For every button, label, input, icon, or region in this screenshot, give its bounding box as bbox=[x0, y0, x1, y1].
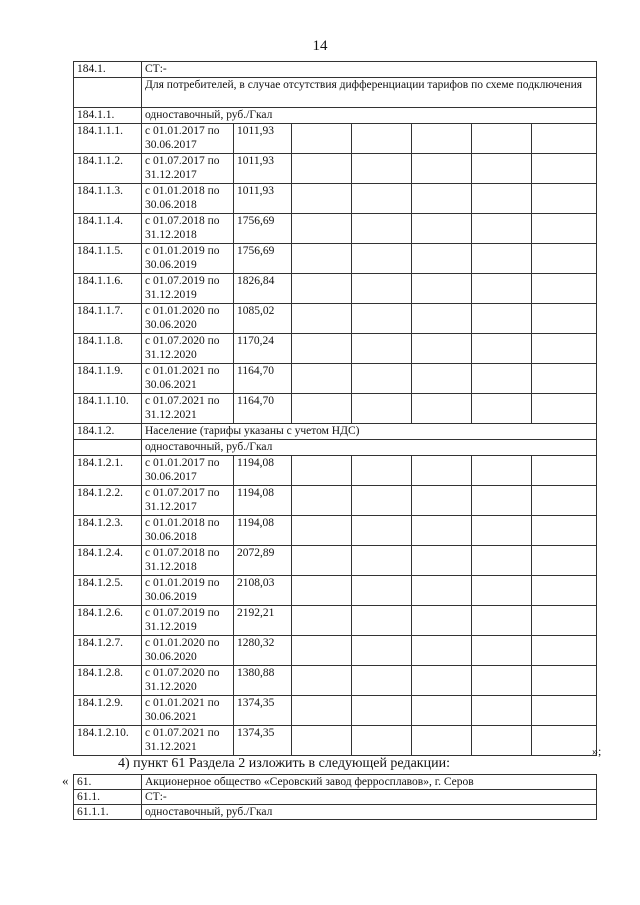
empty-cell bbox=[472, 304, 532, 334]
empty-cell bbox=[532, 214, 597, 244]
empty-cell bbox=[532, 154, 597, 184]
closing-quote: »; bbox=[592, 744, 602, 758]
tariff-row bbox=[74, 334, 597, 364]
tariff-row bbox=[74, 154, 597, 184]
empty-cell bbox=[292, 546, 352, 576]
section-61-row bbox=[74, 775, 597, 790]
row-id: 184.1.1.5. bbox=[74, 244, 142, 274]
empty-cell bbox=[292, 184, 352, 214]
empty-cell bbox=[532, 486, 597, 516]
empty-cell bbox=[532, 184, 597, 214]
row-value: 2108,03 bbox=[234, 576, 292, 606]
empty-cell bbox=[532, 334, 597, 364]
row-text: Акционерное общество «Серовский завод ферросплавов», г. Серов bbox=[142, 775, 597, 790]
row-period: с 01.07.2018 по 31.12.2018 bbox=[142, 214, 234, 244]
row-id: 184.1.1.2. bbox=[74, 154, 142, 184]
row-value: 1011,93 bbox=[234, 124, 292, 154]
empty-cell bbox=[352, 696, 412, 726]
row-id: 61.1. bbox=[74, 790, 142, 805]
tariff-row bbox=[74, 666, 597, 696]
row-value: 1280,32 bbox=[234, 636, 292, 666]
empty-cell bbox=[472, 456, 532, 486]
empty-cell bbox=[352, 394, 412, 424]
row-label: одноставочный, руб./Гкал bbox=[142, 440, 597, 456]
empty-cell bbox=[532, 666, 597, 696]
row-id: 184.1.1.9. bbox=[74, 364, 142, 394]
row-value: 1380,88 bbox=[234, 666, 292, 696]
empty-cell bbox=[412, 394, 472, 424]
tariff-row bbox=[74, 214, 597, 244]
empty-cell bbox=[352, 516, 412, 546]
empty-cell bbox=[412, 214, 472, 244]
tariff-row bbox=[74, 696, 597, 726]
row-id: 184.1.2.4. bbox=[74, 546, 142, 576]
empty-cell bbox=[532, 394, 597, 424]
row-period: с 01.01.2018 по 30.06.2018 bbox=[142, 184, 234, 214]
empty-cell bbox=[532, 696, 597, 726]
empty-cell bbox=[412, 666, 472, 696]
empty-cell bbox=[532, 364, 597, 394]
empty-cell bbox=[472, 546, 532, 576]
empty-cell bbox=[292, 606, 352, 636]
row-id: 184.1.1.4. bbox=[74, 214, 142, 244]
section-61-row bbox=[74, 790, 597, 805]
row-id: 184.1.2. bbox=[74, 424, 142, 440]
row-value: 1164,70 bbox=[234, 364, 292, 394]
empty-cell bbox=[472, 394, 532, 424]
empty-cell bbox=[472, 274, 532, 304]
tariff-row bbox=[74, 516, 597, 546]
row-id: 184.1.2.3. bbox=[74, 516, 142, 546]
empty-cell bbox=[292, 364, 352, 394]
empty-cell bbox=[412, 274, 472, 304]
empty-cell bbox=[292, 394, 352, 424]
empty-cell bbox=[352, 244, 412, 274]
row-period: с 01.01.2021 по 30.06.2021 bbox=[142, 696, 234, 726]
empty-cell bbox=[412, 696, 472, 726]
empty-cell bbox=[472, 636, 532, 666]
tariff-row bbox=[74, 274, 597, 304]
row-period: с 01.01.2019 по 30.06.2019 bbox=[142, 244, 234, 274]
empty-cell bbox=[292, 214, 352, 244]
section-61-table bbox=[73, 774, 597, 820]
empty-cell bbox=[472, 516, 532, 546]
row-text: СТ:- bbox=[142, 790, 597, 805]
row-value: 1085,02 bbox=[234, 304, 292, 334]
section-184-note-row bbox=[74, 78, 597, 108]
empty-cell bbox=[412, 304, 472, 334]
empty-cell bbox=[472, 334, 532, 364]
row-id: 184.1.2.1. bbox=[74, 456, 142, 486]
row-period: с 01.01.2021 по 30.06.2021 bbox=[142, 364, 234, 394]
row-period: с 01.01.2020 по 30.06.2020 bbox=[142, 304, 234, 334]
empty-cell bbox=[412, 726, 472, 756]
empty-cell bbox=[412, 606, 472, 636]
tariff-table bbox=[73, 61, 597, 756]
row-period: с 01.07.2019 по 31.12.2019 bbox=[142, 274, 234, 304]
page-number: 14 bbox=[312, 38, 328, 54]
row-value: 2192,21 bbox=[234, 606, 292, 636]
empty-cell bbox=[292, 274, 352, 304]
row-label: одноставочный, руб./Гкал bbox=[142, 108, 597, 124]
empty-cell bbox=[412, 364, 472, 394]
row-id: 184.1.2.2. bbox=[74, 486, 142, 516]
empty-cell bbox=[472, 606, 532, 636]
row-value: 1374,35 bbox=[234, 696, 292, 726]
empty-cell bbox=[352, 154, 412, 184]
empty-cell bbox=[412, 334, 472, 364]
empty-cell bbox=[412, 456, 472, 486]
empty-cell bbox=[472, 364, 532, 394]
empty-cell bbox=[292, 244, 352, 274]
empty-cell bbox=[292, 516, 352, 546]
empty-cell bbox=[352, 334, 412, 364]
row-id: 184.1.1.7. bbox=[74, 304, 142, 334]
row-id: 61.1.1. bbox=[74, 805, 142, 820]
row-id: 184.1.2.9. bbox=[74, 696, 142, 726]
empty-cell bbox=[352, 124, 412, 154]
row-id: 184.1.1.3. bbox=[74, 184, 142, 214]
row-id: 184.1.2.6. bbox=[74, 606, 142, 636]
section-184-1-1-row bbox=[74, 108, 597, 124]
empty-cell bbox=[532, 516, 597, 546]
row-period: с 01.07.2017 по 31.12.2017 bbox=[142, 486, 234, 516]
empty-cell bbox=[532, 546, 597, 576]
empty-cell bbox=[412, 184, 472, 214]
row-period: с 01.01.2017 по 30.06.2017 bbox=[142, 456, 234, 486]
empty-cell bbox=[412, 244, 472, 274]
empty-cell bbox=[352, 726, 412, 756]
empty-cell bbox=[292, 334, 352, 364]
empty-cell bbox=[352, 304, 412, 334]
empty-cell bbox=[292, 486, 352, 516]
row-id: 61. bbox=[74, 775, 142, 790]
empty-cell bbox=[292, 726, 352, 756]
row-id: 184.1.1.10. bbox=[74, 394, 142, 424]
empty-cell bbox=[532, 726, 597, 756]
row-period: с 01.07.2021 по 31.12.2021 bbox=[142, 394, 234, 424]
row-value: 1194,08 bbox=[234, 516, 292, 546]
tariff-row bbox=[74, 606, 597, 636]
row-period: с 01.07.2017 по 31.12.2017 bbox=[142, 154, 234, 184]
empty-cell bbox=[412, 124, 472, 154]
empty-cell bbox=[412, 576, 472, 606]
empty-cell bbox=[292, 636, 352, 666]
tariff-row bbox=[74, 304, 597, 334]
row-value: 1194,08 bbox=[234, 456, 292, 486]
empty-cell bbox=[352, 576, 412, 606]
empty-cell bbox=[532, 244, 597, 274]
empty-cell bbox=[472, 576, 532, 606]
empty-cell bbox=[472, 666, 532, 696]
row-period: с 01.01.2017 по 30.06.2017 bbox=[142, 124, 234, 154]
row-period: с 01.07.2018 по 31.12.2018 bbox=[142, 546, 234, 576]
empty-cell bbox=[532, 636, 597, 666]
row-period: с 01.01.2018 по 30.06.2018 bbox=[142, 516, 234, 546]
row-value: 1194,08 bbox=[234, 486, 292, 516]
empty-cell bbox=[472, 726, 532, 756]
row-value: 1170,24 bbox=[234, 334, 292, 364]
tariff-row bbox=[74, 726, 597, 756]
empty-cell bbox=[292, 456, 352, 486]
empty-cell bbox=[532, 576, 597, 606]
row-value: 1374,35 bbox=[234, 726, 292, 756]
row-id: 184.1.1.6. bbox=[74, 274, 142, 304]
empty-cell bbox=[412, 486, 472, 516]
row-value: 1011,93 bbox=[234, 184, 292, 214]
tariff-row bbox=[74, 364, 597, 394]
row-id: 184.1.1.1. bbox=[74, 124, 142, 154]
empty-cell bbox=[532, 456, 597, 486]
tariff-row bbox=[74, 576, 597, 606]
empty-cell bbox=[352, 184, 412, 214]
empty-cell bbox=[292, 124, 352, 154]
empty-cell bbox=[532, 124, 597, 154]
row-text: одноставочный, руб./Гкал bbox=[142, 805, 597, 820]
section-184-1-2-label-row bbox=[74, 440, 597, 456]
row-title: СТ:- bbox=[142, 62, 597, 78]
empty-cell bbox=[412, 516, 472, 546]
empty-cell bbox=[412, 154, 472, 184]
section-184-row bbox=[74, 62, 597, 78]
row-period: с 01.07.2019 по 31.12.2019 bbox=[142, 606, 234, 636]
instruction-text: 4) пункт 61 Раздела 2 изложить в следующей редакции: bbox=[118, 756, 450, 771]
row-value: 2072,89 bbox=[234, 546, 292, 576]
empty-cell bbox=[472, 124, 532, 154]
tariff-row bbox=[74, 636, 597, 666]
tariff-row bbox=[74, 244, 597, 274]
empty-cell bbox=[532, 304, 597, 334]
empty-cell bbox=[352, 456, 412, 486]
empty-cell bbox=[292, 304, 352, 334]
tariff-row bbox=[74, 546, 597, 576]
empty-cell bbox=[472, 214, 532, 244]
tariff-row bbox=[74, 456, 597, 486]
empty-cell bbox=[472, 696, 532, 726]
empty-cell bbox=[352, 636, 412, 666]
empty-cell bbox=[292, 576, 352, 606]
row-period: с 01.01.2019 по 30.06.2019 bbox=[142, 576, 234, 606]
empty-cell bbox=[412, 546, 472, 576]
empty-cell bbox=[472, 244, 532, 274]
row-note: Для потребителей, в случае отсутствия дифференциации тарифов по схеме подключения bbox=[142, 78, 597, 108]
empty-cell bbox=[292, 154, 352, 184]
empty-cell bbox=[412, 636, 472, 666]
empty-cell bbox=[352, 606, 412, 636]
row-id: 184.1.2.8. bbox=[74, 666, 142, 696]
row-period: с 01.01.2020 по 30.06.2020 bbox=[142, 636, 234, 666]
row-value: 1826,84 bbox=[234, 274, 292, 304]
tariff-row bbox=[74, 486, 597, 516]
row-value: 1164,70 bbox=[234, 394, 292, 424]
row-title: Население (тарифы указаны с учетом НДС) bbox=[142, 424, 597, 440]
empty-cell bbox=[532, 606, 597, 636]
row-id: 184.1.2.5. bbox=[74, 576, 142, 606]
empty-cell bbox=[472, 154, 532, 184]
row-period: с 01.07.2021 по 31.12.2021 bbox=[142, 726, 234, 756]
empty-cell bbox=[352, 214, 412, 244]
row-period: с 01.07.2020 по 31.12.2020 bbox=[142, 666, 234, 696]
empty-cell bbox=[292, 696, 352, 726]
empty-cell bbox=[352, 546, 412, 576]
tariff-row bbox=[74, 124, 597, 154]
row-period: с 01.07.2020 по 31.12.2020 bbox=[142, 334, 234, 364]
empty-cell bbox=[352, 486, 412, 516]
row-id: 184.1. bbox=[74, 62, 142, 78]
row-value: 1011,93 bbox=[234, 154, 292, 184]
empty-cell bbox=[292, 666, 352, 696]
row-value: 1756,69 bbox=[234, 244, 292, 274]
open-quote: « bbox=[62, 773, 69, 788]
empty-cell bbox=[352, 364, 412, 394]
empty-cell bbox=[472, 184, 532, 214]
empty-cell bbox=[532, 274, 597, 304]
section-184-1-2-row bbox=[74, 424, 597, 440]
empty-cell bbox=[352, 666, 412, 696]
empty-cell bbox=[472, 486, 532, 516]
section-61-row bbox=[74, 805, 597, 820]
row-id: 184.1.1.8. bbox=[74, 334, 142, 364]
row-id: 184.1.2.10. bbox=[74, 726, 142, 756]
tariff-row bbox=[74, 394, 597, 424]
row-value: 1756,69 bbox=[234, 214, 292, 244]
tariff-row bbox=[74, 184, 597, 214]
row-id: 184.1.1. bbox=[74, 108, 142, 124]
empty-cell bbox=[352, 274, 412, 304]
row-id: 184.1.2.7. bbox=[74, 636, 142, 666]
